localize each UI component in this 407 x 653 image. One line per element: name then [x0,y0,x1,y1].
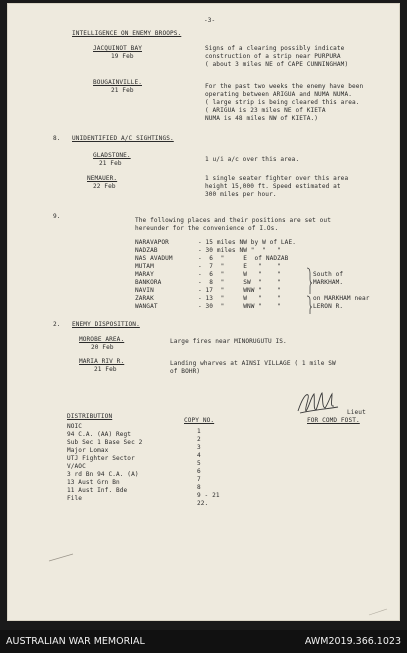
entry-date: 21 Feb [94,366,117,373]
entry-place: MOROBE AREA. [79,336,125,343]
entry-place: GLADSTONE. [93,152,131,159]
place-name: NAVIN [135,287,154,294]
copy-number: 5 [197,460,201,467]
entry-date: 19 Feb [111,53,134,60]
signature-title: FOR COMD FOST. [307,417,360,424]
distribution-recipient: 13 Aust Grn Bn [67,479,120,486]
bracket-icon [305,267,313,315]
entry-text-line: of BOHR) [170,368,201,375]
handwritten-signature [294,385,340,417]
archive-footer-bar [0,630,407,653]
entry-text-line: NUMA is 48 miles NW of KIETA.) [205,115,319,122]
archive-reference: AWM2019.366.1023 [304,636,401,647]
copy-number: 22. [197,500,209,507]
entry-text-line: operating between ARIGUA and NUMA NUMA. [205,91,352,98]
place-name: NADZAB [135,247,158,254]
page-number: -3- [204,17,216,24]
distribution-recipient: V/AOC [67,463,86,470]
section-heading-unidentified: UNIDENTIFIED A/C SIGHTINGS. [72,135,174,142]
place-position: - 13 " W " " [198,295,281,302]
place-position: - 17 " WNW " " [198,287,281,294]
intro-line: hereunder for the convenience of I.Os. [135,225,279,232]
copy-number: 2 [197,436,201,443]
entry-text-line: height 15,000 ft. Speed estimated at [205,183,341,190]
distribution-recipient: NOIC [67,423,83,430]
distribution-heading: DISTRIBUTION [67,413,113,420]
pencil-mark [367,607,391,617]
distribution-recipient: 3 rd Bn 94 C.A. (A) [67,471,139,478]
section-number: 8. [53,135,61,142]
place-name: WANGAT [135,303,158,310]
place-name: NAS AVADUM [135,255,173,262]
section-heading-disposition: ENEMY DISPOSITION. [72,321,140,328]
distribution-recipient: 94 C.A. (AA) Regt [67,431,132,438]
entry-text-line: 1 single seater fighter over this area [205,175,349,182]
signature-rank: Lieut [347,409,366,416]
copy-number: 4 [197,452,201,459]
place-name: MUTAM [135,263,154,270]
place-name: NARAVAPOR [135,239,169,246]
entry-date: 21 Feb [99,160,122,167]
place-position: - 8 " SW " " [198,279,281,286]
place-position: - 7 " E " " [198,263,281,270]
entry-text-line: ( ARIGUA is 23 miles NE of KIETA [205,107,326,114]
copy-number-heading: COPY NO. [184,417,215,424]
entry-text-line: Landing wharves at AINSI VILLAGE ( 1 mile SW [170,360,336,367]
place-position: - 6 " E of NADZAB [198,255,289,262]
section-number: 9. [53,213,61,220]
pencil-mark [47,551,77,563]
entry-text-line: Signs of a clearing possibly indicate [205,45,345,52]
entry-text-line: 300 miles per hour. [205,191,277,198]
copy-number: 6 [197,468,201,475]
document-page [7,3,400,621]
entry-place: BOUGAINVILLE. [93,79,142,86]
place-name: MARAY [135,271,154,278]
intro-line: The following places and their positions are set out [135,217,331,224]
entry-date: 21 Feb [111,87,134,94]
entry-text-line: For the past two weeks the enemy have been [205,83,364,90]
copy-number: 7 [197,476,201,483]
entry-text-line: ( large strip is being cleared this area. [205,99,360,106]
distribution-recipient: Sub Sec 1 Base Sec 2 [67,439,143,446]
distribution-recipient: Major Lomax [67,447,109,454]
bracket-note: MARKHAM. [313,279,344,286]
place-name: ZARAK [135,295,154,302]
entry-text-line: 1 u/i a/c over this area. [205,156,300,163]
entry-place: NEMAUER. [87,175,118,182]
place-name: BANKORA [135,279,162,286]
section-number: 2. [53,321,61,328]
place-position: - 15 miles NW by W of LAE. [198,239,296,246]
copy-number: 8 [197,484,201,491]
archive-name: AUSTRALIAN WAR MEMORIAL [6,636,145,647]
section-heading-intelligence: INTELLIGENCE ON ENEMY BROOPS. [72,30,182,37]
entry-text-line: Large fires near MINORUGUTU IS. [170,338,287,345]
distribution-recipient: UTJ Fighter Sector [67,455,135,462]
bracket-note: LERON R. [313,303,344,310]
copy-number: 9 - 21 [197,492,220,499]
entry-date: 20 Feb [91,344,114,351]
distribution-recipient: File [67,495,83,502]
entry-text-line: construction of a strip near PURPURA [205,53,341,60]
place-position: - 6 " W " " [198,271,281,278]
entry-date: 22 Feb [93,183,116,190]
copy-number: 3 [197,444,201,451]
distribution-recipient: 11 Aust Inf. Bde [67,487,128,494]
copy-number: 1 [197,428,201,435]
entry-text-line: ( about 3 miles NE of CAPE CUNNINGHAM) [205,61,349,68]
entry-place: JACQUINOT BAY [93,45,142,52]
bracket-note: South of [313,271,344,278]
place-position: - 30 " WNW " " [198,303,281,310]
bracket-note: on MARKHAM near [313,295,370,302]
entry-place: MARIA RIV R. [79,358,125,365]
place-position: - 30 miles NW " " " [198,247,281,254]
